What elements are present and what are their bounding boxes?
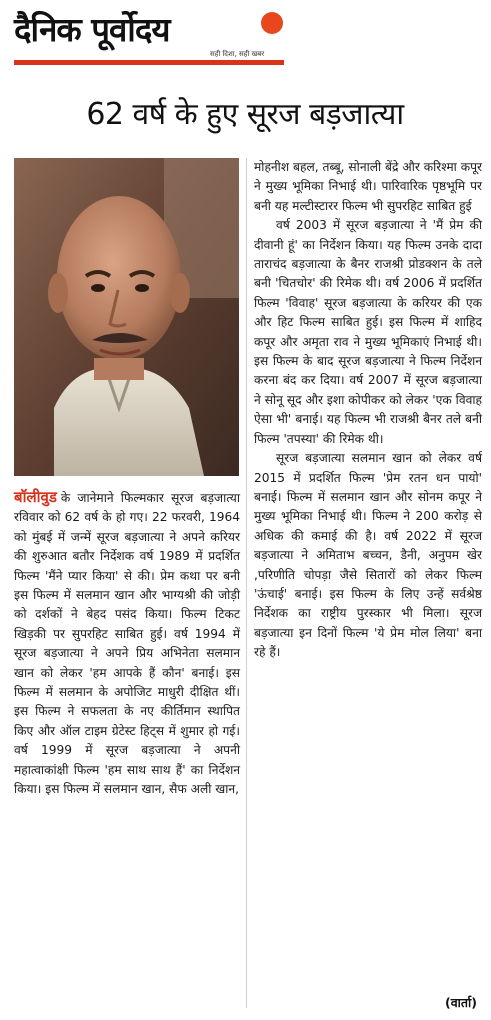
portrait-illustration [14,158,239,476]
masthead [14,6,284,68]
paragraph: मोहनीश बहल, तब्बू, सोनाली बेंद्रे और करिश्मा कपूर ने मुख्य भूमिका निभाई थी। पारिवारिक पृष्ठभूमि पर बनी यह मल्टीस्टारर फिल्म भी सुपरहिट साबित हुई [254,160,482,213]
paragraph: सूरज बड़जात्या सलमान खान को लेकर वर्ष 2015 में प्रदर्शित फिल्म 'प्रेम रतन धन पायो' बनाई। फिल्म में सलमान खान और सोनम कपूर ने मुख्य भूमिका निभाई थी। फिल्म ने 200 करोड़ से अधिक की कमाई की है। वर्ष 2022 में सूरज बड़जात्या ने अमिताभ बच्चन, डैनी, अनुपम खेर ,परिणीति चोपड़ा जैसे सितारों को लेकर फिल्म 'ऊंचाई' बनाई। इस फिल्म के लिए उन्हें सर्वश्रेष्ठ निर्देशक का राष्ट्रीय पुरस्कार भी मिला। सूरज बड़जात्या इन दिनों फिल्म 'ये प्रेम मोल लिया' बना रहे हैं। [254,451,482,660]
portrait-photo [14,158,239,476]
article-body-right-column [254,158,482,663]
article-headline: 62 वर्ष के हुए सूरज बड़जात्या [86,97,404,132]
paragraph: वर्ष 2003 में सूरज बड़जात्या ने 'मैं प्रेम की दीवानी हूं' का निर्देशन किया। यह फिल्म उनके दादा ताराचंद बड़जात्या के बैनर राजश्री प्रोडक्शन के तले बनी 'चितचोर' की रिमेक थी। वर्ष 2006 में प्रदर्शित फिल्म 'विवाह' सूरज बड़जात्या के करियर की एक और हिट फिल्म साबित हुई। इस फिल्म में शाहिद कपूर और अमृता राव ने मुख्य भूमिकाएं निभाई थी। इस फिल्म के बाद सूरज बड़जात्या ने फिल्म निर्देशन करना बंद कर दिया। वर्ष 2007 में सूरज बड़जात्या ने सोनू सूद और इशा कोपीकर को लेकर 'एक विवाह ऐसा भी' बनाई। यह फिल्म भी राजश्री बैनर तले बनी फिल्म 'तपस्या' की रिमेक थी। [254,218,482,446]
column-divider [246,158,247,1008]
masthead-rule [14,60,284,65]
newspaper-logo-text: दैनिक पूर्वोदय [14,10,170,49]
section-kicker: बॉलीवुड [14,488,57,506]
article-body-left-column [14,488,240,800]
newspaper-tagline: सही दिशा, सही खबर [210,50,265,58]
logo-dot-icon [261,12,283,34]
left-column-text: के जानेमाने फिल्मकार सूरज बड़जात्या रविवार को 62 वर्ष के हो गए। 22 फरवरी, 1964 को मुंबई में जन्में सूरज बड़जात्या ने अपने करियर की शुरुआत बतौर निर्देशक वर्ष 1989 में प्रदर्शित फिल्म 'मैंने प्यार किया' से की। प्रेम कथा पर बनी इस फिल्म में सलमान खान और भाग्यश्री की जोड़ी को दर्शकों ने बेहद पसंद किया। फिल्म टिकट खिड़की पर सुपरहिट साबित हुई। वर्ष 1994 में सूरज बड़जात्या ने अपने प्रिय अभिनेता सलमान खान को लेकर 'हम आपके हैं कौन' बनाई। इस फिल्म में सलमान के अपोजिट माधुरी दीक्षित थीं। इस फिल्म ने सफलता के नए कीर्तिमान स्थापित किए और ऑल टाइम ग्रेटेस्ट हिट्स में शुमार हो गई। वर्ष 1999 में सूरज बड़जात्या ने अपनी महात्वाकांक्षी फिल्म 'हम साथ साथ हैं' का निर्देशन किया। इस फिल्म में सलमान खान, सैफ अली खान, [14,491,240,797]
agency-credit: (वार्ता) [445,995,477,1010]
